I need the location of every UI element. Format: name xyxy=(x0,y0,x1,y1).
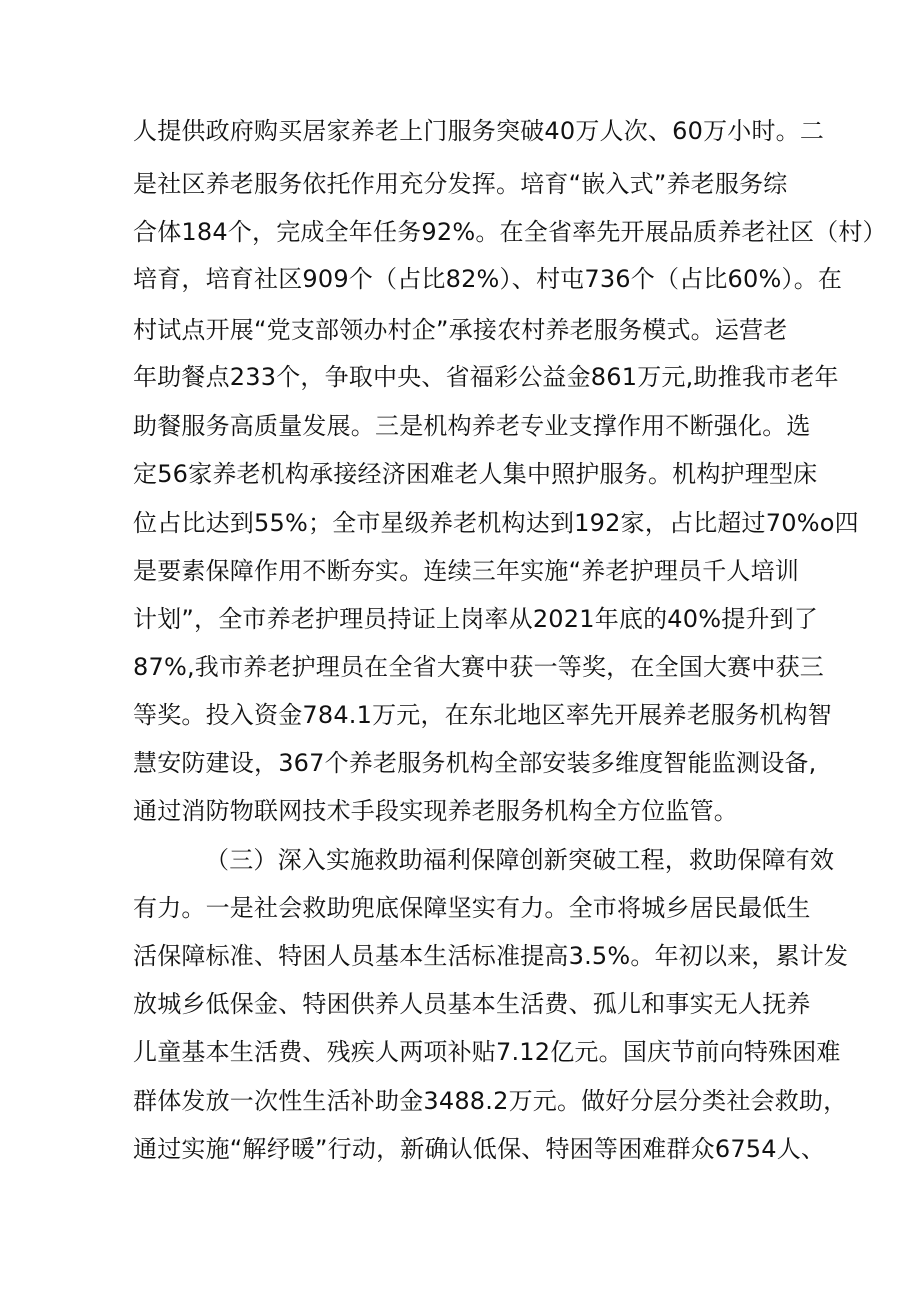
text-line-1: 人提供政府购买居家养老上门服务突破40万人次、60万小时。二 xyxy=(133,117,825,145)
text-line-21: 群体发放一次性生活补助金3488.2万元。做好分层分类社会救助， xyxy=(133,1087,848,1115)
text-line-14: 慧安防建设，367个养老服务机构全部安装多维度智能监测设备, xyxy=(133,749,817,777)
text-line-7: 助餐服务高质量发展。三是机构养老专业支撑作用不断强化。选 xyxy=(133,412,811,440)
text-line-20: 儿童基本生活费、残疾人两项补贴7.12亿元。国庆节前向特殊困难 xyxy=(133,1038,841,1066)
text-line-4: 培育，培育社区909个（占比82%）、村屯736个（占比60%）。在 xyxy=(133,265,843,293)
text-line-13: 等奖。投入资金784.1万元，在东北地区率先开展养老服务机构智 xyxy=(133,701,832,729)
text-line-2: 是社区养老服务依托作用充分发挥。培育“嵌入式”养老服务综 xyxy=(133,170,788,198)
text-line-15: 通过消防物联网技术手段实现养老服务机构全方位监管。 xyxy=(133,797,738,825)
section-heading-3: （三）深入实施救助福利保障创新突破工程，救助保障有效 xyxy=(205,846,835,874)
text-line-22: 通过实施“解纾暖”行动，新确认低保、特困等困难群众6754人、 xyxy=(133,1135,826,1163)
text-line-3: 合体184个，完成全年任务92%。在全省率先开展品质养老社区（村） xyxy=(133,218,887,246)
text-line-11: 计划”，全市养老护理员持证上岗率从2021年底的40%提升到了 xyxy=(133,605,819,633)
text-line-8: 定56家养老机构承接经济困难老人集中照护服务。机构护理型床 xyxy=(133,460,818,488)
text-line-17: 有力。一是社会救助兜底保障坚实有力。全市将城乡居民最低生 xyxy=(133,894,811,922)
text-line-12: 87%,我市养老护理员在全省大赛中获一等奖，在全国大赛中获三 xyxy=(133,653,824,681)
text-line-18: 活保障标准、特困人员基本生活标准提高3.5%。年初以来，累计发 xyxy=(133,942,849,970)
text-line-9: 位占比达到55%；全市星级养老机构达到192家，占比超过70%o四 xyxy=(133,509,859,537)
text-line-19: 放城乡低保金、特困供养人员基本生活费、孤儿和事实无人抚养 xyxy=(133,990,811,1018)
text-line-6: 年助餐点233个，争取中央、省福彩公益金861万元,助推我市老年 xyxy=(133,363,839,391)
text-line-10: 是要素保障作用不断夯实。连续三年实施“养老护理员千人培训 xyxy=(133,557,800,585)
text-line-5: 村试点开展“党支部领办村企”承接农村养老服务模式。运营老 xyxy=(133,316,788,344)
